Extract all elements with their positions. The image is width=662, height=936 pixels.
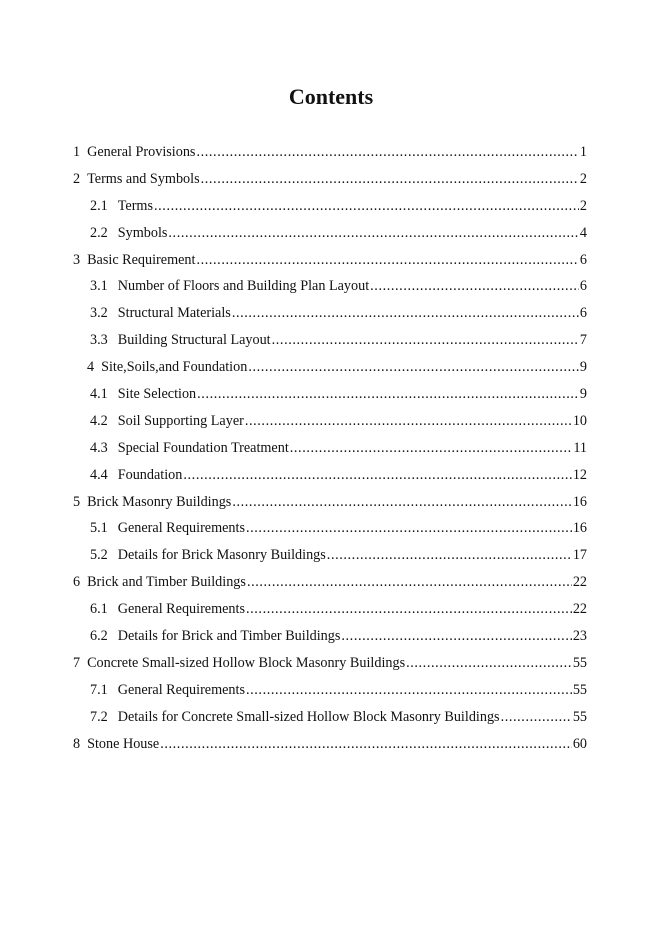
- toc-entry[interactable]: [73, 142, 587, 169]
- dot-leader: [160, 734, 572, 754]
- toc-entry-number: 1: [73, 144, 81, 160]
- toc-entry[interactable]: [73, 330, 587, 357]
- toc-entry-page: 11: [573, 439, 587, 456]
- toc-entry-label: Number of Floors and Building Plan Layout: [117, 278, 370, 295]
- toc-entry-page: 2: [579, 197, 587, 214]
- dot-leader: [272, 330, 579, 350]
- toc-entry[interactable]: [73, 411, 587, 438]
- dot-leader: [168, 223, 579, 243]
- toc-entry-number: 4.2: [90, 412, 108, 429]
- toc-entry-label: Terms: [117, 197, 153, 214]
- dot-leader: [183, 465, 571, 485]
- toc-entry-number: 5.2: [90, 547, 108, 564]
- dot-leader: [246, 680, 572, 700]
- toc-entry-label: Soil Supporting Layer: [117, 412, 244, 429]
- toc-entry-label: General Provisions: [87, 144, 196, 160]
- toc-entry-page: 6: [579, 251, 587, 268]
- toc-entry-number: 3.2: [90, 305, 108, 322]
- toc-entry[interactable]: [73, 492, 587, 519]
- dot-leader: [406, 653, 572, 673]
- toc-entry-label: General Requirements: [117, 681, 245, 698]
- toc-entry[interactable]: [73, 707, 587, 734]
- toc-entry[interactable]: [73, 357, 587, 384]
- toc-entry-label: Stone House: [87, 735, 160, 752]
- toc-entry-page: 17: [572, 547, 587, 564]
- dot-leader: [290, 438, 573, 458]
- dot-leader: [246, 518, 572, 538]
- dot-leader: [232, 303, 579, 323]
- toc-entry-label: General Requirements: [117, 601, 245, 618]
- dot-leader: [246, 599, 572, 619]
- toc-entry[interactable]: [73, 545, 587, 572]
- toc-entry[interactable]: [73, 734, 587, 761]
- toc-entry-number: 7.1: [90, 681, 108, 698]
- toc-entry-number: 5.1: [90, 520, 108, 537]
- toc-entry-label: General Requirements: [117, 520, 245, 537]
- toc-entry[interactable]: [73, 465, 587, 492]
- toc-entry-page: 22: [572, 601, 587, 618]
- toc-entry[interactable]: [73, 626, 587, 653]
- dot-leader: [501, 707, 572, 727]
- toc-entry-label: Details for Concrete Small-sized Hollow Block Masonry Buildings: [117, 708, 500, 725]
- dot-leader: [232, 492, 571, 512]
- toc-entry[interactable]: [73, 384, 587, 411]
- toc-entry-page: 60: [572, 735, 587, 752]
- toc-entry-page: 16: [572, 493, 587, 510]
- toc-entry-label: Symbols: [117, 224, 168, 241]
- page-title: Contents: [288, 84, 374, 109]
- toc-entry[interactable]: [73, 572, 587, 599]
- toc-entry-page: 9: [579, 386, 587, 403]
- dot-leader: [248, 357, 579, 377]
- toc-entry-page: 6: [579, 305, 587, 322]
- toc-entry-number: 3.1: [90, 278, 108, 295]
- dot-leader: [341, 626, 571, 646]
- toc-entry-page: 55: [572, 681, 587, 698]
- toc-entry-page: 23: [572, 628, 587, 645]
- toc-entry[interactable]: [73, 680, 587, 707]
- toc-entry-label: Building Structural Layout: [117, 332, 271, 349]
- toc-entry-page: 55: [572, 654, 587, 671]
- toc-entry-page: 22: [572, 574, 587, 591]
- toc-entry-number: 3.3: [90, 332, 108, 349]
- toc-entry[interactable]: [73, 303, 587, 330]
- toc-entry-number: 3: [73, 251, 81, 268]
- dot-leader: [245, 411, 572, 431]
- toc-entry-label: Details for Brick and Timber Buildings: [117, 628, 341, 645]
- toc-entry-number: 4.3: [90, 439, 108, 456]
- toc-entry[interactable]: [73, 653, 587, 680]
- dot-leader: [154, 196, 579, 216]
- toc-entry-page: 4: [579, 224, 587, 241]
- toc-entry-page: 6: [579, 278, 587, 295]
- toc-entry-number: 7.2: [90, 708, 108, 725]
- dot-leader: [247, 572, 572, 592]
- dot-leader: [196, 250, 578, 270]
- toc-entry-number: 2.1: [90, 197, 108, 214]
- toc-entry-label: Details for Brick Masonry Buildings: [117, 547, 326, 564]
- toc-entry[interactable]: [73, 599, 587, 626]
- toc-entry-number: 7: [73, 654, 81, 671]
- toc-entry-label: Structural Materials: [117, 305, 231, 322]
- dot-leader: [196, 142, 578, 162]
- toc-entry-number: 5: [73, 493, 81, 510]
- toc-entry[interactable]: [73, 196, 587, 223]
- toc-entry-number: 4.1: [90, 386, 108, 403]
- toc-entry-label: Brick and Timber Buildings: [87, 574, 246, 591]
- toc-entry[interactable]: [73, 223, 587, 250]
- toc-entry-page: 1: [579, 144, 587, 160]
- toc-entry-label: Special Foundation Treatment: [117, 439, 289, 456]
- dot-leader: [327, 545, 572, 565]
- toc-entry-number: 6: [73, 574, 81, 591]
- toc-entry-number: 8: [73, 735, 81, 752]
- toc-entry-number: 2.2: [90, 224, 108, 241]
- toc-entry-label: Terms and Symbols: [87, 170, 200, 187]
- toc-entry-label: Site,Soils,and Foundation: [101, 359, 248, 376]
- toc-entry-number: 6.2: [90, 628, 108, 645]
- toc-entry-label: Site Selection: [117, 386, 197, 403]
- toc-entry-page: 9: [579, 359, 587, 376]
- toc-entry-number: 4: [87, 359, 95, 376]
- toc-entry[interactable]: [73, 276, 587, 303]
- toc-entry-page: 7: [579, 332, 587, 349]
- toc-entry-number: 4.4: [90, 466, 108, 483]
- toc-entry-label: Brick Masonry Buildings: [87, 493, 232, 510]
- toc-entry[interactable]: [73, 518, 587, 545]
- toc-entry-number: 6.1: [90, 601, 108, 618]
- dot-leader: [370, 276, 579, 296]
- dot-leader: [197, 384, 579, 404]
- toc-entry-page: 55: [572, 708, 587, 725]
- toc-entry[interactable]: [73, 169, 587, 196]
- toc-entry-page: 16: [572, 520, 587, 537]
- toc-entry-page: 12: [572, 466, 587, 483]
- toc-entry-label: Basic Requirement: [87, 251, 196, 268]
- toc-entry-number: 2: [73, 170, 81, 187]
- toc-entry-label: Foundation: [117, 466, 183, 483]
- toc-entry[interactable]: [73, 438, 587, 465]
- toc-entry-page: 10: [572, 412, 587, 429]
- dot-leader: [201, 169, 579, 189]
- table-of-contents: [73, 142, 587, 760]
- toc-entry[interactable]: [73, 250, 587, 277]
- toc-entry-page: 2: [579, 170, 587, 187]
- toc-entry-label: Concrete Small-sized Hollow Block Masonry Buildings: [87, 654, 406, 671]
